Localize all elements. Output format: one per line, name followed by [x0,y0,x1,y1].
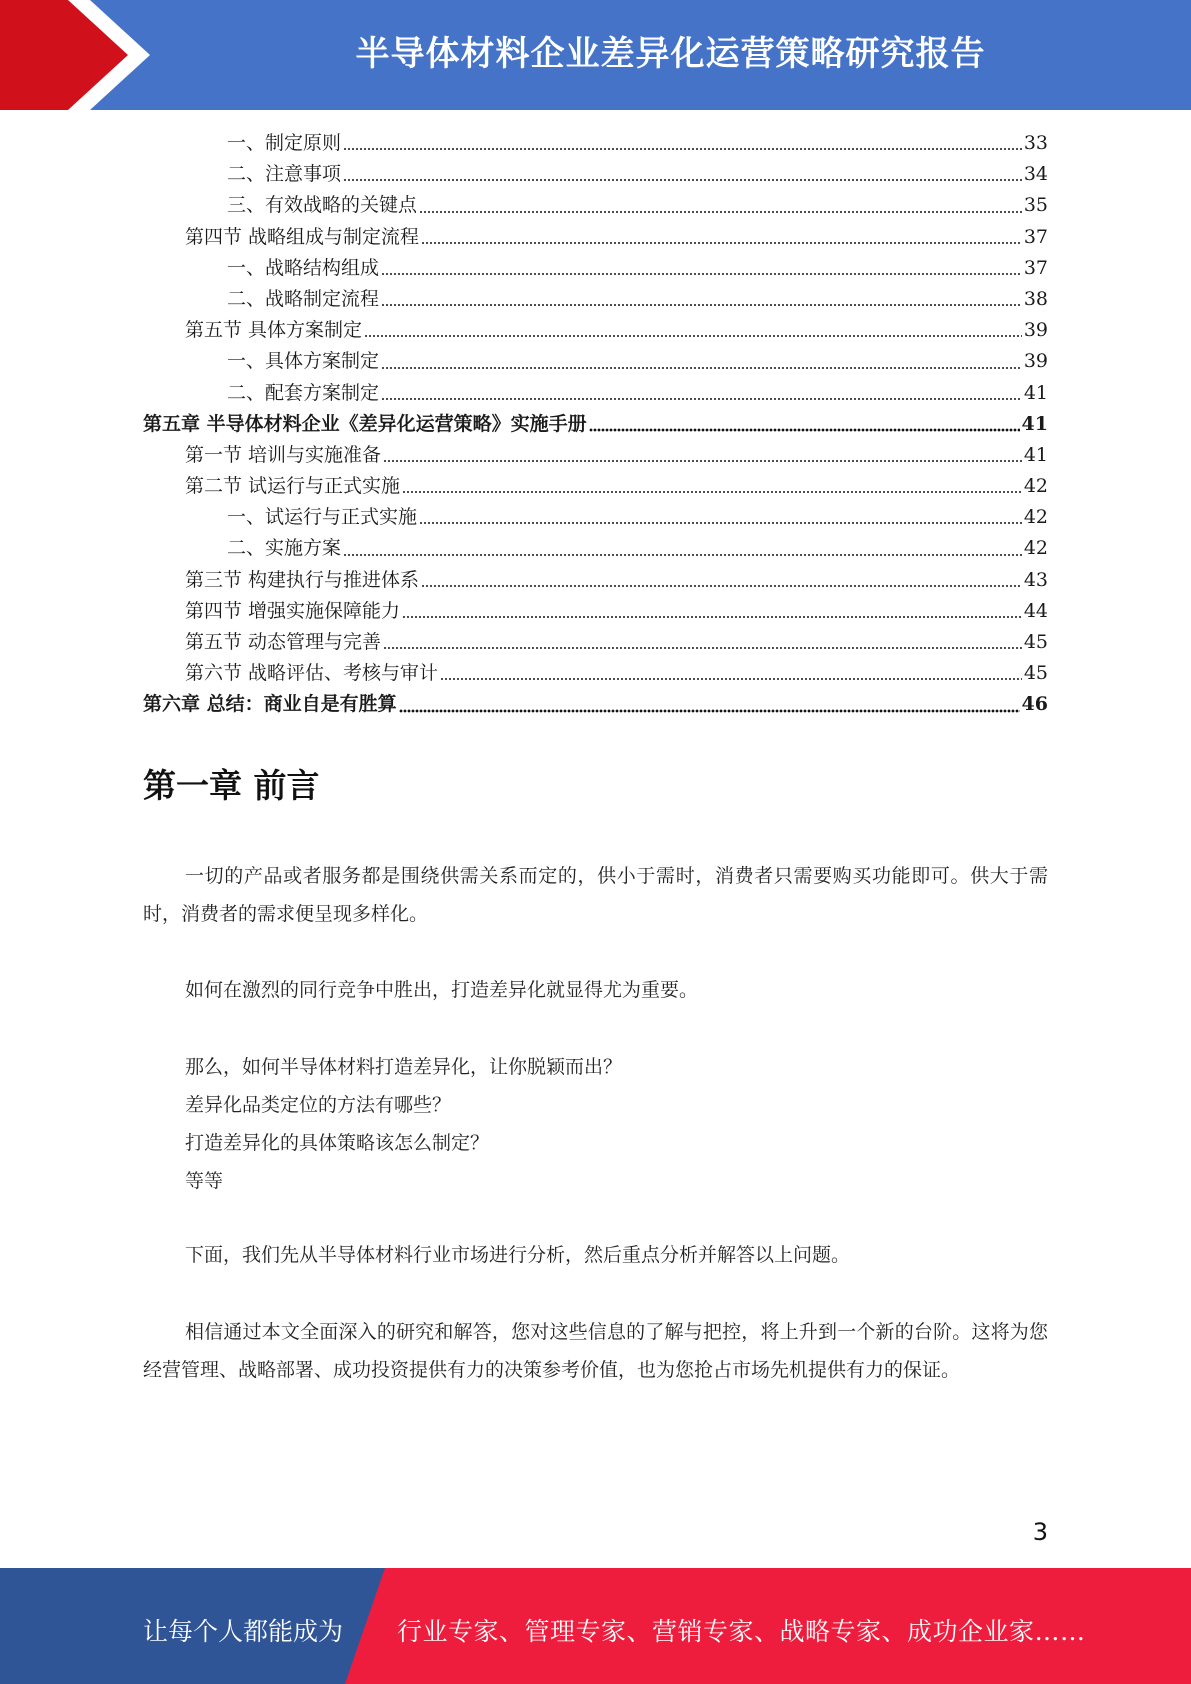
toc-entry[interactable] [143,689,1048,720]
toc-entry-title: 二、实施方案 [227,537,342,560]
toc-entry-title: 第四节 增强实施保障能力 [185,599,401,622]
toc-entry-title: 第二节 试运行与正式实施 [185,475,401,498]
toc-leader-dots [402,613,1022,619]
intro-paragraph-4 [143,1313,1048,1389]
toc-entry-title: 一、试运行与正式实施 [227,506,418,529]
toc-entry[interactable] [143,565,1048,596]
toc-entry-title: 三、有效战略的关键点 [227,194,418,217]
toc-leader-dots [381,395,1022,401]
toc-entry-title: 第四节 战略组成与制定流程 [185,225,420,248]
question-item: 那么，如何半导体材料打造差异化，让你脱颖而出？ [185,1056,623,1078]
toc-entry-page: 41 [1021,412,1048,435]
question-item: 打造差异化的具体策略该怎么制定？ [185,1132,490,1154]
toc-entry-page: 42 [1023,506,1048,529]
toc-entry-title: 第一节 培训与实施准备 [185,443,382,466]
toc-leader-dots [419,208,1022,214]
toc-entry-title: 第五章 半导体材料企业《差异化运营策略》实施手册 [143,412,587,435]
toc-leader-dots [589,426,1020,432]
toc-leader-dots [402,488,1022,494]
toc-entry-title: 二、配套方案制定 [227,381,380,404]
toc-leader-dots [421,582,1022,588]
toc-entry-page: 42 [1023,475,1048,498]
toc-entry-title: 第五节 具体方案制定 [185,319,363,342]
red-chevron-icon [0,0,160,110]
toc-entry-title: 第三节 构建执行与推进体系 [185,568,420,591]
toc-entry-page: 41 [1023,443,1048,466]
header-banner [0,0,1191,110]
footer-slogan-right: 行业专家、管理专家、营销专家、战略专家、成功企业家…… [397,1617,1086,1646]
toc-entry[interactable] [143,596,1048,627]
toc-entry-title: 第六章 总结：商业自是有胜算 [143,693,397,716]
toc-entry[interactable] [143,159,1048,190]
toc-entry[interactable] [143,128,1048,159]
toc-entry-page: 33 [1023,132,1048,154]
toc-entry-page: 34 [1023,163,1048,186]
toc-leader-dots [343,176,1022,182]
toc-entry-page: 46 [1021,693,1048,716]
toc-entry[interactable] [143,440,1048,471]
toc-entry-page: 45 [1023,631,1048,653]
toc-entry[interactable] [143,315,1048,346]
toc-entry-title: 第五节 动态管理与完善 [185,631,382,653]
question-list [143,1048,1048,1200]
toc-entry-title: 一、具体方案制定 [227,350,380,373]
toc-entry-title: 一、制定原则 [227,132,342,154]
toc-leader-dots [419,519,1022,525]
toc-entry-page: 37 [1023,225,1048,248]
paragraph-text: 相信通过本文全面深入的研究和解答，您对这些信息的了解与把控，将上升到一个新的台阶。这将为您经营管理、战略部署、成功投资提供有力的决策参考价值，也为您抢占市场先机提供有力的保证。 [143,1321,1048,1381]
toc-entry[interactable] [143,471,1048,502]
page-number: 3 [1032,1518,1048,1546]
toc-leader-dots [421,239,1022,245]
paragraph-text: 下面，我们先从半导体材料行业市场进行分析，然后重点分析并解答以上问题。 [185,1244,851,1266]
chapter-title: 第一章 前言 [143,766,320,805]
toc-entry-page: 42 [1023,537,1048,560]
toc-leader-dots [343,145,1022,151]
toc-leader-dots [381,270,1022,276]
toc-leader-dots [364,332,1022,338]
table-of-contents [143,128,1048,721]
toc-entry[interactable] [143,253,1048,284]
paragraph-text: 如何在激烈的同行竞争中胜出，打造差异化就显得尤为重要。 [185,979,699,1001]
toc-entry[interactable] [143,222,1048,253]
toc-leader-dots [381,301,1022,307]
toc-entry-page: 45 [1023,662,1048,685]
footer-slogan-left: 让每个人都能成为 [143,1617,344,1646]
toc-entry[interactable] [143,378,1048,409]
toc-entry-title: 第六节 战略评估、考核与审计 [185,662,439,685]
toc-leader-dots [383,644,1022,650]
toc-entry[interactable] [143,346,1048,377]
toc-leader-dots [440,675,1022,681]
question-item: 等等 [185,1170,224,1192]
toc-leader-dots [399,707,1020,713]
intro-paragraph-2 [143,971,1048,1009]
toc-entry-page: 43 [1023,568,1048,591]
toc-entry-page: 44 [1023,599,1048,622]
intro-paragraph-1 [143,857,1048,933]
toc-entry[interactable] [143,409,1048,440]
toc-entry[interactable] [143,502,1048,533]
toc-entry[interactable] [143,658,1048,689]
report-title: 半导体材料企业差异化运营策略研究报告 [355,34,986,74]
toc-entry[interactable] [143,284,1048,315]
toc-leader-dots [381,364,1022,370]
paragraph-text: 一切的产品或者服务都是围绕供需关系而定的，供小于需时，消费者只需要购买功能即可。供大于需时，消费者的需求便呈现多样化。 [143,865,1048,925]
toc-entry-page: 39 [1023,350,1048,373]
toc-entry-page: 37 [1023,256,1048,279]
toc-entry[interactable] [143,627,1048,658]
toc-entry-title: 一、战略结构组成 [227,256,380,279]
toc-entry-page: 35 [1023,194,1048,217]
toc-entry-title: 二、注意事项 [227,163,342,186]
toc-entry-page: 38 [1023,287,1048,310]
intro-paragraph-3 [143,1236,1048,1274]
toc-leader-dots [343,551,1022,557]
toc-entry[interactable] [143,190,1048,221]
toc-entry[interactable] [143,533,1048,564]
toc-leader-dots [383,457,1022,463]
toc-entry-page: 41 [1023,381,1048,404]
toc-entry-title: 二、战略制定流程 [227,287,380,310]
toc-entry-page: 39 [1023,319,1048,342]
question-item: 差异化品类定位的方法有哪些？ [185,1094,452,1116]
footer-banner [0,1568,1191,1684]
